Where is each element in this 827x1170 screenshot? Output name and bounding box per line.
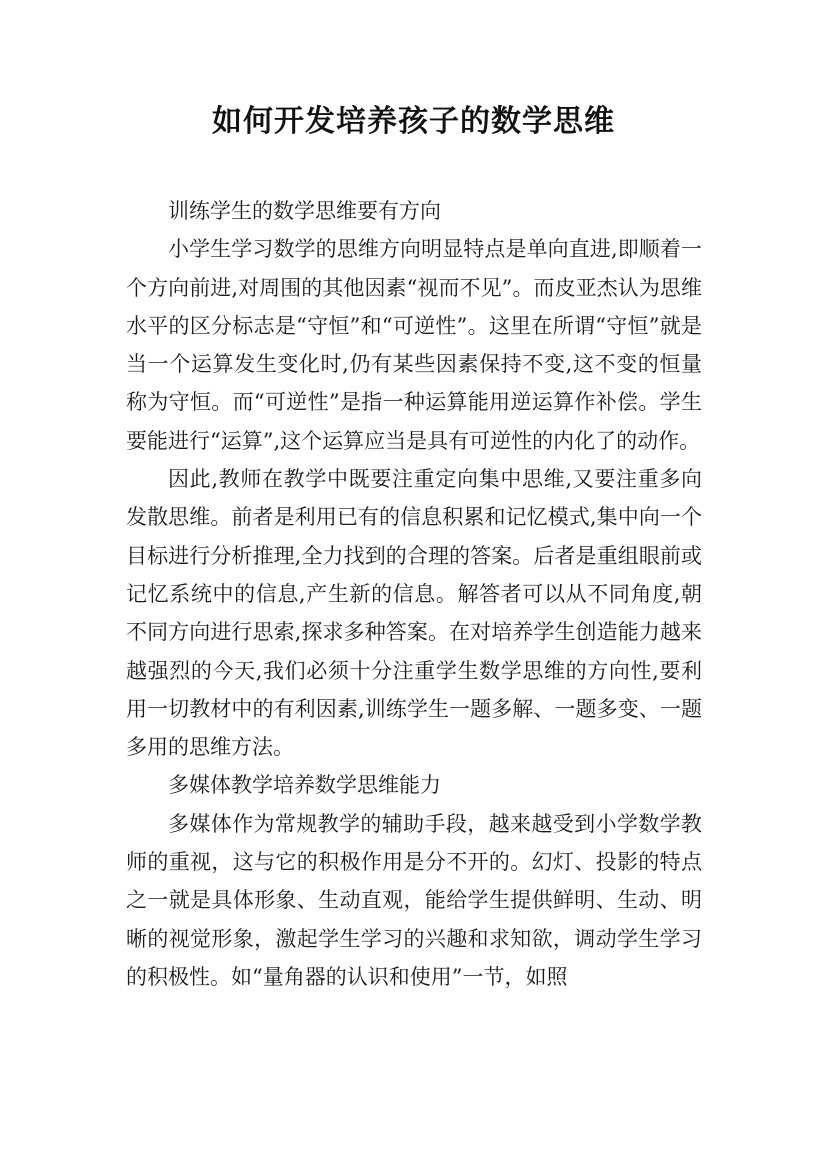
document-body	[126, 192, 702, 996]
paragraph-multimedia: 多媒体作为常规教学的辅助手段，越来越受到小学数学教师的重视，这与它的积极作用是分不开的。幻灯、投影的特点之一就是具体形象、生动直观，能给学生提供鲜明、生动、明晰的视觉形象，激起学生学习的兴趣和求知欲，调动学生学习的积极性。如“量角器的认识和使用”一节，如照	[126, 811, 702, 989]
paragraph-one-way-thinking: 小学生学习数学的思维方向明显特点是单向直进,即顺着一个方向前进,对周围的其他因素“视而不见”。而皮亚杰认为思维水平的区分标志是“守恒”和“可逆性”。这里在所谓“守恒”就是当一个运算发生变化时,仍有某些因素保持不变,这不变的恒量称为守恒。而“可逆性”是指一种运算能用逆运算作补偿。学生要能进行“运算”,这个运算应当是具有可逆性的内化了的动作。	[126, 237, 702, 453]
section-heading-thinking-direction: 训练学生的数学思维要有方向	[168, 199, 441, 223]
paragraph-divergent-thinking: 因此,教师在教学中既要注重定向集中思维,又要注重多向发散思维。前者是利用已有的信息积累和记忆模式,集中向一个目标进行分析推理,全力找到的合理的答案。后者是重组眼前或记忆系统中的信息,产生新的信息。解答者可以从不同角度,朝不同方向进行思索,探求多种答案。在对培养学生创造能力越来越强烈的今天,我们必须十分注重学生数学思维的方向性,要利用一切教材中的有利因素,训练学生一题多解、一题多变、一题多用的思维方法。	[126, 467, 702, 760]
document-title: 如何开发培养孩子的数学思维	[212, 104, 615, 139]
section-heading-multimedia: 多媒体教学培养数学思维能力	[168, 773, 441, 798]
